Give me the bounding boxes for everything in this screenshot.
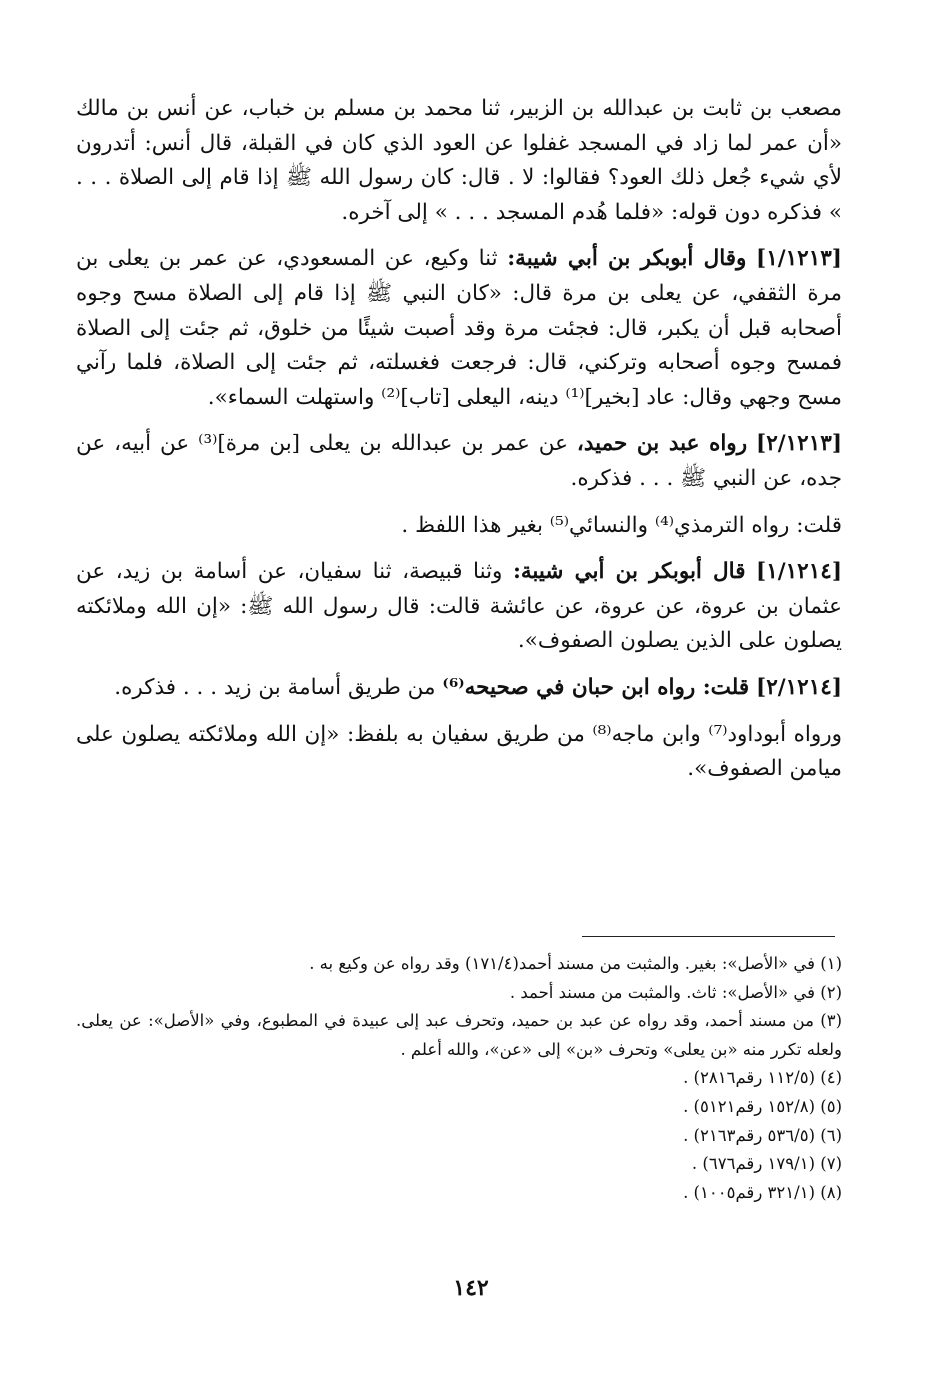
footnote-5: (٥) (١٥٢/٨ رقم٥١٢١) . (683, 1096, 842, 1116)
footnotes (76, 950, 842, 1207)
paragraph-3 (76, 427, 842, 496)
footnote-8: (٨) (٣٢١/١ رقم١٠٠٥) . (683, 1182, 842, 1202)
footnote-7: (٧) (١٧٩/١ رقم٦٧٦) . (691, 1154, 842, 1174)
footnote-separator (582, 936, 835, 937)
narration-heading: قلت: رواه ابن حبان في صحيحه⁽⁶⁾ (442, 674, 750, 700)
footnote-3: (٣) من مسند أحمد، وقد رواه عن عبد بن حميد، وتحرف عبد إلى عبيدة في المطبوع، وفي «الأصل»: عن يعلى. ولعله تكرر منه «بن يعلى» وتحرف «بن» إلى «عن»، والله أعلم . (76, 1011, 842, 1059)
paragraph-5 (76, 555, 842, 659)
hadith-reference: [١/١٢١٤] (756, 559, 842, 585)
narration-text: من طريق أسامة بن زيد . . . فذكره. (114, 674, 436, 700)
hadith-reference: [١/١٢١٣] (756, 246, 842, 272)
footnote-4: (٤) (١١٢/٥ رقم٢٨١٦) . (683, 1068, 842, 1088)
hadith-reference: [٢/١٢١٤] (756, 674, 842, 700)
narration-text: وثنا قبيصة، ثنا سفيان، عن أسامة بن زيد، عن عثمان بن عروة، عن عروة، عن عائشة قالت: قال رسول الله ﷺ: «إن الله وملائكته يصلون على الذين يصلون الصفوف». (76, 559, 842, 654)
narration-heading: رواه عبد بن حميد، (576, 431, 748, 457)
main-text (76, 92, 842, 799)
page-number: ١٤٢ (453, 1275, 489, 1301)
paragraph-7: ورواه أبوداود⁽⁷⁾ وابن ماجه⁽⁸⁾ من طريق سفيان به بلفظ: «إن الله وملائكته يصلون على ميامن الصفوف». (76, 721, 842, 782)
footnote-1: (١) في «الأصل»: بغير. والمثبت من مسند أحمد(١٧١/٤) وقد رواه عن وكيع به . (309, 954, 842, 973)
narration-text: عن عمر بن عبدالله بن يعلى [بن مرة]⁽³⁾ عن أبيه، عن جده، عن النبي ﷺ . . . فذكره. (76, 431, 842, 491)
hadith-reference: [٢/١٢١٣] (756, 431, 842, 457)
narration-heading: قال أبوبكر بن أبي شيبة: (512, 559, 746, 585)
paragraph-4: قلت: رواه الترمذي⁽⁴⁾ والنسائي⁽⁵⁾ بغير هذا اللفظ . (401, 512, 842, 538)
footnote-6: (٦) (٥٣٦/٥ رقم٢١٦٣) . (683, 1125, 842, 1145)
narration-text: ثنا وكيع، عن المسعودي، عن عمر بن يعلى بن مرة الثقفي، عن يعلى بن مرة قال: «كان النبي ﷺ إذا قام إلى الصلاة مسح وجوه أصحابه قبل أن يكبر، قال: فجئت مرة وقد أصبت شيئًا من خلوق، ثم جئت إلى الصلاة فمسح وجوه أصحابه وتركني، قال: فرجعت فغسلته، ثم جئت إلى الصلاة، فلما رآني مسح وجهي وقال: عاد [بخير]⁽¹⁾ دينه، اليعلى [تاب]⁽²⁾ واستهلت السماء». (76, 246, 842, 410)
footnote-2: (٢) في «الأصل»: ثاث. والمثبت من مسند أحمد . (509, 982, 842, 1002)
narration-heading: وقال أبوبكر بن أبي شيبة: (507, 246, 747, 272)
paragraph-6 (76, 671, 842, 706)
paragraph-1: مصعب بن ثابت بن عبدالله بن الزبير، ثنا محمد بن مسلم بن خباب، عن أنس بن مالك «أن عمر لما زاد في المسجد غفلوا عن العود الذي كان في القبلة، قال أنس: أتدرون لأي شيء جُعل ذلك العود؟ فقالوا: لا . قال: كان رسول الله ﷺ إذا قام إلى الصلاة . . . » فذكره دون قوله: «فلما هُدم المسجد . . . » إلى آخره. (76, 96, 842, 225)
paragraph-2 (76, 242, 842, 415)
